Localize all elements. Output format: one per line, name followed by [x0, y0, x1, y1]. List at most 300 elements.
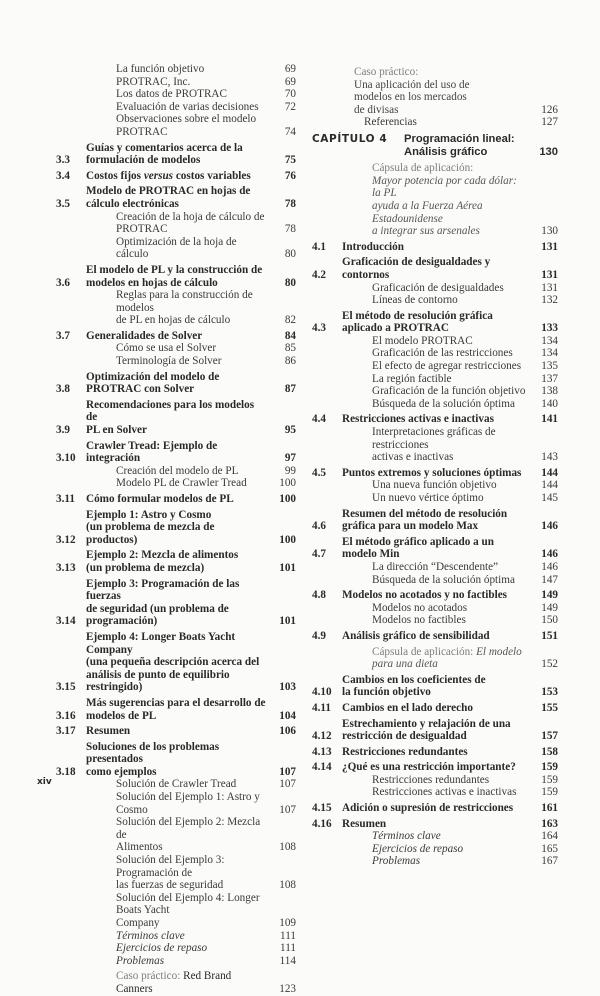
toc-subsection	[312, 360, 558, 373]
toc-section	[56, 725, 296, 738]
entry-title	[342, 413, 528, 426]
page-ref: 133	[541, 322, 558, 335]
section-number: 3.16	[56, 709, 76, 722]
entry-title: Creación del modelo de PL	[116, 464, 239, 477]
section-number: 3.4	[56, 169, 70, 182]
title-line: Resumen	[86, 725, 131, 738]
page-ref: 130	[539, 145, 558, 158]
page-ref: 74	[284, 125, 296, 138]
page-ref: 131	[541, 240, 558, 253]
section-number: 3.5	[56, 197, 70, 210]
entry-title: Solución del Ejemplo 1: Astro y Cosmo	[116, 791, 260, 816]
title-line: Introducción	[342, 240, 404, 253]
title-line: Cambios en los coeficientes de	[342, 673, 486, 686]
entry-title: Terminología de Solver	[116, 355, 222, 368]
entry-title	[342, 674, 528, 699]
toc-subsection	[56, 342, 296, 355]
title-line: Guías y comentarios acerca de la	[86, 141, 243, 154]
entry-title: La dirección “Descendente”	[372, 560, 499, 573]
section-number: 4.15	[312, 802, 332, 815]
toc-section	[312, 718, 558, 743]
chapter-title	[404, 133, 528, 158]
page-ref: 95	[284, 424, 296, 437]
entry-title	[342, 426, 528, 464]
section-number: 4.16	[312, 817, 332, 830]
page-ref: 101	[279, 615, 296, 628]
toc-subsection	[56, 88, 296, 101]
title-line: Ejemplo 2: Mezcla de alimentos	[86, 549, 239, 562]
entry-title: El efecto de agregar restricciones	[372, 360, 522, 373]
section-number: 4.13	[312, 745, 332, 758]
toc-subsection	[312, 335, 558, 348]
section-number: 3.15	[56, 681, 76, 694]
page-ref: 144	[541, 466, 558, 479]
toc-section	[56, 185, 296, 210]
entry-title	[342, 467, 528, 480]
entry-title	[86, 170, 266, 183]
toc-left-column	[56, 63, 296, 996]
entry-title: Evaluación de varias decisiones	[116, 100, 259, 113]
page-ref: 111	[280, 942, 296, 955]
title-line: análisis de punto de equilibrio restringido)	[86, 668, 230, 694]
section-number: 3.12	[56, 533, 76, 546]
toc-section	[312, 802, 558, 815]
page-ref: 101	[279, 561, 296, 574]
entry-title	[86, 725, 266, 738]
title-line: Crawler Tread: Ejemplo de integración	[86, 439, 218, 465]
entry-title	[86, 289, 266, 327]
title-line: cálculo electrónicas	[86, 197, 179, 210]
page-ref: 147	[541, 573, 558, 586]
page-ref: 86	[284, 355, 296, 368]
toc-section	[56, 549, 296, 574]
toc-section	[312, 761, 558, 774]
entry-title	[342, 818, 528, 831]
title-line: Estrechamiento y relajación de una	[342, 717, 511, 730]
section-number: 4.10	[312, 686, 332, 699]
page-ref: 80	[284, 248, 296, 261]
toc-subsection	[312, 774, 558, 787]
capsule-title-line: Mayor potencia por cada dólar: la PL	[372, 174, 517, 200]
entry-title	[86, 371, 266, 396]
capsule-label: Cápsula de aplicación:	[372, 162, 474, 175]
page-ref: 107	[279, 778, 296, 791]
section-number: 4.5	[312, 466, 326, 479]
toc-section	[312, 310, 558, 335]
entry-title	[342, 162, 528, 238]
section-number: 4.3	[312, 322, 326, 335]
chapter-label: CAPÍTULO 4	[312, 132, 388, 145]
section-number: 3.9	[56, 424, 70, 437]
title-line: Costos fijos versus costos variables	[86, 169, 251, 182]
page-ref: 111	[280, 929, 296, 942]
toc-end-matter	[56, 942, 296, 955]
toc-subsection	[56, 892, 296, 930]
title-line: Cómo formular modelos de PL	[86, 493, 234, 505]
page-ref: 97	[284, 452, 296, 465]
entry-title: Ejercicios de repaso	[372, 842, 464, 855]
toc-subsection	[56, 211, 296, 236]
section-number: 4.4	[312, 413, 326, 426]
toc-application-capsule	[312, 646, 558, 671]
entry-title	[342, 718, 528, 743]
toc-right-column	[312, 63, 558, 868]
title-line: Interpretaciones gráficas de restricciones	[372, 426, 496, 451]
title-line: Solución del Ejemplo 3: Programación de	[116, 854, 225, 879]
title-line: modelos de PL	[86, 709, 157, 722]
entry-title	[86, 970, 266, 995]
entry-title	[342, 589, 528, 602]
title-line: Adición o supresión de restricciones	[342, 802, 514, 815]
page-ref: 138	[541, 385, 558, 398]
toc-subsection	[56, 854, 296, 892]
toc-section	[56, 631, 296, 694]
entry-title	[342, 630, 528, 643]
toc-subsection	[312, 574, 558, 587]
page-ref: 70	[284, 88, 296, 101]
entry-title	[342, 256, 528, 281]
section-number: 3.14	[56, 615, 76, 628]
toc-subsection	[312, 479, 558, 492]
section-number: 3.11	[56, 493, 75, 505]
toc-section	[56, 697, 296, 722]
page-ref: 140	[541, 397, 558, 410]
entry-title: PROTRAC, Inc.	[116, 75, 191, 88]
entry-title	[86, 549, 266, 574]
title-line: Más sugerencias para el desarrollo de	[86, 696, 266, 709]
entry-title: Optimización de la hoja de cálculo	[116, 235, 237, 261]
title-line: Ejemplo 3: Programación de las fuerzas	[86, 577, 240, 603]
page-ref: 87	[284, 383, 296, 396]
title-line: Restricciones activas e inactivas	[342, 413, 494, 426]
entry-title	[86, 142, 266, 167]
toc-section	[56, 399, 296, 437]
entry-title: El modelo PROTRAC	[372, 334, 473, 347]
toc-subsection	[312, 614, 558, 627]
entry-title: Restricciones redundantes	[372, 773, 490, 786]
toc-subsection	[312, 282, 558, 295]
toc-subsection	[56, 236, 296, 261]
capsule-title-line: ayuda a la Fuerza Aérea Estadounidense	[372, 199, 483, 225]
entry-title	[86, 185, 266, 210]
page-ref: 108	[279, 841, 296, 854]
toc-section	[312, 674, 558, 699]
page-ref: 78	[284, 223, 296, 236]
toc-subsection	[56, 101, 296, 114]
toc-section	[56, 142, 296, 167]
entry-title	[86, 816, 266, 854]
page-ref: 153	[541, 686, 558, 699]
toc-subsection	[312, 602, 558, 615]
section-number: 4.6	[312, 520, 326, 533]
toc-subsection	[56, 778, 296, 791]
case-title	[354, 79, 470, 117]
toc-section	[312, 818, 558, 831]
section-number: 3.18	[56, 765, 76, 778]
section-number: 4.9	[312, 629, 326, 642]
entry-title	[86, 330, 266, 343]
capsule-title-line: para una dieta	[372, 658, 438, 671]
title-line: Análisis gráfico	[404, 145, 488, 158]
toc-subsection	[56, 76, 296, 89]
entry-title	[86, 854, 266, 892]
entry-title: Cómo se usa el Solver	[116, 342, 217, 355]
entry-title	[342, 66, 528, 116]
title-line: (un problema de mezcla de productos)	[86, 521, 215, 546]
page-ref: 75	[284, 154, 296, 167]
toc-subsection	[56, 816, 296, 854]
title-line: Puntos extremos y soluciones óptimas	[342, 466, 522, 479]
page-ref: 146	[541, 560, 558, 573]
toc-section	[312, 413, 558, 426]
entry-title: Líneas de contorno	[372, 294, 458, 307]
entry-title: Términos clave	[372, 830, 441, 843]
toc-section	[56, 170, 296, 183]
entry-title: Modelo PL de Crawler Tread	[116, 477, 247, 490]
toc-section	[312, 702, 558, 715]
entry-title: Los datos de PROTRAC	[116, 88, 227, 101]
page-ref: 72	[284, 100, 296, 113]
entry-title	[342, 646, 528, 671]
title-line: Resumen del método de resolución	[342, 507, 508, 520]
toc-subsection	[312, 385, 558, 398]
toc-section	[312, 508, 558, 533]
toc-section	[56, 578, 296, 628]
entry-title	[86, 493, 266, 506]
toc-subsection	[56, 791, 296, 816]
title-line: Generalidades de Solver	[86, 329, 203, 342]
title-line: ¿Qué es una restricción importante?	[342, 761, 516, 774]
section-number: 3.3	[56, 154, 70, 167]
entry-title: La función objetivo	[116, 63, 205, 75]
entry-title: Problemas	[116, 954, 165, 967]
title-line: las fuerzas de seguridad	[116, 879, 224, 892]
title-line: Solución del Ejemplo 4: Longer Boats Yacht	[116, 891, 260, 917]
page-ref: 131	[541, 268, 558, 281]
case-label: Caso práctico:	[354, 66, 419, 78]
toc-references	[312, 116, 558, 129]
page-ref: 114	[279, 954, 296, 967]
toc-section	[312, 256, 558, 281]
page-ref: 131	[541, 281, 558, 294]
title-line: de seguridad (un problema de	[86, 602, 229, 615]
page-ref: 134	[541, 334, 558, 347]
title-line: El método gráfico aplicado a un	[342, 535, 494, 548]
toc-application-capsule	[312, 162, 558, 238]
page-ref: 82	[284, 314, 296, 327]
toc-subsection	[312, 398, 558, 411]
page-ref: 132	[541, 294, 558, 307]
page-ref: 107	[279, 803, 296, 816]
toc-section	[56, 330, 296, 343]
toc-subsection	[312, 561, 558, 574]
entry-title	[86, 631, 266, 694]
title-line: Restricciones redundantes	[342, 745, 468, 758]
title-line: Solución del Ejemplo 2: Mezcla de	[116, 816, 261, 841]
toc-subsection	[312, 294, 558, 307]
toc-subsection	[56, 465, 296, 478]
page-number: xiv	[37, 777, 52, 787]
page-ref: 150	[541, 614, 558, 627]
page-ref: 106	[279, 725, 296, 738]
title-line: (un problema de mezcla)	[86, 561, 205, 574]
entry-title: Problemas	[372, 855, 421, 868]
page-ref: 146	[541, 548, 558, 561]
toc-subsection	[56, 289, 296, 327]
entry-title: Términos clave	[116, 929, 185, 942]
toc-end-matter	[56, 930, 296, 943]
title-line: Ejemplo 4: Longer Boats Yacht Company	[86, 630, 236, 656]
title-line: Cambios en el lado derecho	[342, 701, 473, 714]
page-ref: 104	[279, 709, 296, 722]
title-line: Resumen	[342, 817, 387, 830]
section-number: 4.12	[312, 730, 332, 743]
toc-end-matter	[312, 855, 558, 868]
entry-title: Búsqueda de la solución óptima	[372, 397, 515, 410]
toc-subsection	[56, 113, 296, 138]
title-line: programación)	[86, 615, 158, 628]
capsule-line	[372, 646, 528, 659]
page-ref: 149	[541, 589, 558, 602]
section-number: 4.2	[312, 268, 326, 281]
page-ref: 164	[541, 830, 558, 843]
title-line: PL en Solver	[86, 424, 147, 437]
title-line: Reglas para la construcción de modelos	[116, 289, 253, 314]
page-ref: 126	[541, 103, 558, 116]
toc-section	[56, 509, 296, 547]
toc-end-matter	[56, 955, 296, 968]
entry-title: Solución de Crawler Tread	[116, 778, 237, 791]
toc-section	[312, 746, 558, 759]
page-ref: 163	[541, 817, 558, 830]
toc-end-matter	[312, 830, 558, 843]
entry-title	[342, 702, 528, 715]
page-ref: 146	[541, 520, 558, 533]
title-line: Recomendaciones para los modelos de	[86, 398, 255, 424]
toc-section	[56, 264, 296, 289]
entry-title	[86, 264, 266, 289]
title-line: El modelo de PL y la construcción de	[86, 263, 263, 276]
entry-title: Referencias	[364, 116, 417, 129]
toc-case-study	[56, 970, 296, 995]
toc-subsection	[312, 492, 558, 505]
entry-title	[86, 509, 266, 547]
toc-subsection	[312, 426, 558, 464]
page-ref: 107	[279, 765, 296, 778]
page-ref: 100	[279, 493, 296, 505]
title-line: la función objetivo	[342, 686, 431, 699]
title-line: Alimentos	[116, 841, 163, 854]
page-ref: 108	[279, 879, 296, 892]
section-number: 4.8	[312, 589, 326, 602]
entry-title: Búsqueda de la solución óptima	[372, 573, 515, 586]
title-line: de divisas	[354, 103, 399, 116]
toc-subsection	[312, 786, 558, 799]
page-ref: 127	[541, 116, 558, 129]
page-ref: 135	[541, 360, 558, 373]
page-ref: 78	[284, 197, 296, 210]
toc-section	[56, 371, 296, 396]
title-line: Una aplicación del uso de	[354, 78, 470, 91]
entry-title	[86, 578, 266, 628]
page-ref: 84	[284, 329, 296, 342]
title-line: modelo Min	[342, 548, 400, 561]
entry-title: Graficación de desigualdades	[372, 281, 504, 294]
page-ref: 143	[541, 451, 558, 464]
page-ref: 69	[284, 75, 296, 88]
page-ref: 149	[541, 601, 558, 614]
title-line: modelos en los mercados	[354, 91, 467, 104]
toc-section	[312, 630, 558, 643]
page-ref: 159	[541, 773, 558, 786]
page-ref: 103	[279, 681, 296, 694]
title-line: restricción de desigualdad	[342, 730, 467, 743]
entry-title	[342, 310, 528, 335]
section-number: 3.8	[56, 383, 70, 396]
section-number: 3.10	[56, 452, 76, 465]
entry-title: Ejercicios de repaso	[116, 942, 208, 955]
page-ref: 145	[541, 492, 558, 504]
page-ref: 155	[541, 701, 558, 714]
page-ref: 85	[284, 342, 296, 355]
case-label: Caso práctico:	[116, 970, 181, 983]
entry-title	[342, 746, 528, 759]
page-ref: 99	[284, 464, 296, 477]
title-line: Company	[116, 917, 160, 929]
entry-title	[342, 508, 528, 533]
entry-title	[86, 399, 266, 437]
toc-end-matter	[312, 843, 558, 856]
entry-title	[86, 697, 266, 722]
title-line: (una pequeña descripción acerca del	[86, 656, 260, 669]
title-line: Modelo de PROTRAC en hojas de	[86, 185, 251, 198]
section-number: 3.7	[56, 329, 70, 342]
toc-subsection	[56, 477, 296, 490]
page-ref: 158	[541, 745, 558, 758]
title-line: Modelos no acotados y no factibles	[342, 589, 508, 602]
title-line: Programación lineal:	[404, 132, 515, 145]
toc-case-study	[312, 66, 558, 116]
page-ref: 109	[279, 917, 296, 929]
page-ref: 161	[541, 802, 558, 815]
title-line: Ejemplo 1: Astro y Cosmo	[86, 508, 212, 521]
toc-subsection	[312, 373, 558, 386]
section-number: 3.6	[56, 276, 70, 289]
page-ref: 141	[541, 413, 558, 426]
page-ref: 144	[541, 479, 558, 492]
section-number: 4.11	[312, 701, 331, 714]
page-ref: 137	[541, 372, 558, 385]
capsule-label: Cápsula de aplicación:	[372, 645, 474, 658]
entry-title: Una nueva función objetivo	[372, 479, 497, 492]
page-ref: 165	[541, 842, 558, 855]
entry-title	[342, 802, 528, 815]
title-line: como ejemplos	[86, 765, 157, 778]
title-line: PROTRAC con Solver	[86, 383, 195, 396]
page-ref: 76	[284, 169, 296, 182]
title-line: Soluciones de los problemas presentados	[86, 740, 220, 766]
entry-title: Modelos no acotados	[372, 601, 468, 614]
page-ref: 159	[541, 786, 558, 799]
section-number: 3.17	[56, 725, 76, 738]
section-number: 4.7	[312, 548, 326, 561]
case-title: Red Brand Canners	[116, 970, 232, 995]
entry-title: Un nuevo vértice óptimo	[372, 492, 484, 504]
page-ref: 80	[284, 276, 296, 289]
entry-title: Graficación de las restricciones	[372, 347, 513, 360]
toc-section	[56, 493, 296, 506]
entry-title	[86, 741, 266, 779]
